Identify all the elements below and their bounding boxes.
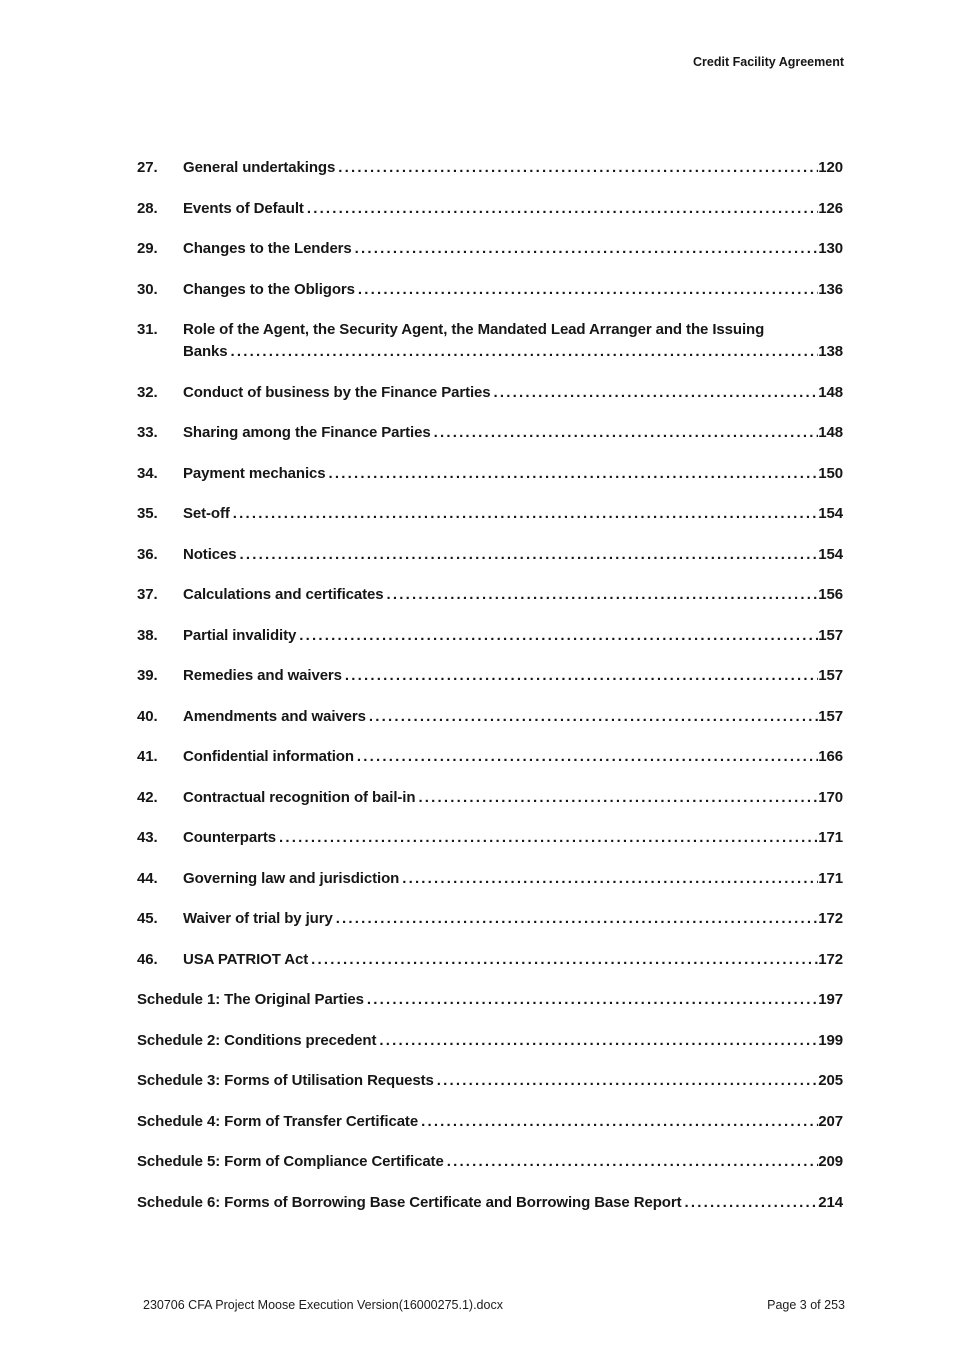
- toc-entry-page-number: 156: [818, 586, 843, 603]
- footer-filename: 230706 CFA Project Moose Execution Version(16000275.1).docx: [143, 1298, 503, 1312]
- header-title: Credit Facility Agreement: [693, 55, 844, 69]
- toc-entry-number: 28.: [137, 199, 158, 217]
- toc-entry-title-line: Role of the Agent, the Security Agent, the Mandated Lead Arranger and the Issuing: [183, 321, 765, 338]
- toc-entry-body: [137, 1192, 843, 1214]
- page-footer: [143, 1297, 845, 1313]
- toc-entry: [137, 238, 843, 260]
- dot-leader: [434, 1070, 818, 1092]
- toc-entry-body: [183, 746, 843, 768]
- toc-entry-body: [183, 157, 843, 179]
- toc-entry-number: 29.: [137, 240, 158, 257]
- toc-entry-number: 31.: [137, 321, 158, 338]
- toc-entry-page-number: 172: [818, 950, 843, 968]
- toc-entry-body: [183, 584, 843, 606]
- toc-entry: [137, 949, 843, 971]
- toc-entry-title: Amendments and waivers: [183, 707, 366, 725]
- toc-entry-number: 46.: [137, 950, 158, 968]
- toc-entry-page-number: 126: [818, 199, 843, 217]
- toc-entry-title: Remedies and waivers: [183, 667, 342, 684]
- toc-entry-body: [183, 949, 843, 971]
- dot-leader: [333, 908, 819, 930]
- toc-entry-body: [183, 544, 843, 566]
- toc-entry: [137, 868, 843, 890]
- toc-entry-body: [183, 827, 843, 849]
- toc-entry-body: [183, 706, 843, 728]
- dot-leader: [342, 665, 818, 687]
- toc-entry: [137, 319, 843, 363]
- dot-leader: [364, 989, 818, 1011]
- dot-leader: [366, 706, 818, 728]
- footer-page-number: Page 3 of 253: [767, 1298, 845, 1312]
- toc-entry-body: [137, 1111, 843, 1133]
- toc-entry-title: Events of Default: [183, 199, 304, 217]
- toc-entry-body: [183, 463, 843, 485]
- dot-leader: [354, 746, 818, 768]
- toc-entry-title: Schedule 5: Form of Compliance Certificate: [137, 1153, 444, 1170]
- dot-leader: [326, 463, 819, 485]
- toc-entry-title: USA PATRIOT Act: [183, 950, 309, 968]
- toc-entry-title: Schedule 3: Forms of Utilisation Requests: [137, 1072, 434, 1089]
- toc-entry-body: [183, 319, 843, 363]
- dot-leader: [228, 341, 819, 363]
- toc-entry-body: [183, 279, 843, 301]
- dot-leader: [237, 544, 819, 566]
- toc-entry-body: [183, 625, 843, 647]
- toc-entry-body: [183, 787, 843, 809]
- toc-entry: [137, 503, 843, 525]
- toc-entry-body: [183, 238, 843, 260]
- toc-entry-title: Schedule 4: Form of Transfer Certificate: [137, 1112, 419, 1130]
- toc-entry-number: 40.: [137, 707, 158, 725]
- dot-leader: [431, 422, 819, 444]
- toc-entry-title: Waiver of trial by jury: [183, 910, 333, 927]
- table-of-contents: [137, 157, 843, 1232]
- toc-entry: [137, 157, 843, 179]
- toc-entry: [137, 827, 843, 849]
- toc-entry-page-number: 120: [818, 159, 843, 176]
- toc-entry-title: Notices: [183, 545, 237, 563]
- toc-entry: [137, 706, 843, 728]
- toc-entry-body: [183, 198, 843, 220]
- toc-entry: [137, 746, 843, 768]
- toc-entry-title: Changes to the Lenders: [183, 240, 352, 257]
- toc-entry-title: Schedule 2: Conditions precedent: [137, 1031, 377, 1049]
- toc-entry-number: 44.: [137, 869, 158, 887]
- toc-entry-page-number: 172: [818, 910, 843, 927]
- dot-leader: [308, 949, 818, 971]
- toc-entry-number: 42.: [137, 788, 158, 806]
- toc-entry-body: [183, 422, 843, 444]
- toc-entry-number: 33.: [137, 424, 158, 441]
- toc-entry: [137, 463, 843, 485]
- toc-entry-number: 32.: [137, 383, 158, 401]
- toc-entry: [137, 584, 843, 606]
- toc-entry-page-number: 205: [818, 1072, 843, 1089]
- toc-entry-title: Confidential information: [183, 748, 354, 765]
- toc-entry-number: 30.: [137, 280, 158, 298]
- toc-entry: [137, 382, 843, 404]
- dot-leader: [304, 198, 818, 220]
- dot-leader: [230, 503, 818, 525]
- toc-entry-title: Partial invalidity: [183, 626, 297, 644]
- toc-entry: [137, 198, 843, 220]
- toc-entry-body: [183, 868, 843, 890]
- toc-schedule-entry: [137, 1070, 843, 1092]
- toc-entry-page-number: 166: [818, 748, 843, 765]
- dot-leader: [296, 625, 818, 647]
- dot-leader: [681, 1192, 818, 1214]
- toc-entry-body: [137, 1030, 843, 1052]
- toc-entry-number: 41.: [137, 748, 158, 765]
- toc-entry-number: 37.: [137, 586, 158, 603]
- toc-entry-title: Schedule 1: The Original Parties: [137, 991, 364, 1008]
- toc-entry-body: [137, 1151, 843, 1173]
- toc-entry: [137, 908, 843, 930]
- toc-entry-title: Calculations and certificates: [183, 586, 384, 603]
- toc-schedule-entry: [137, 989, 843, 1011]
- toc-entry-title: Governing law and jurisdiction: [183, 869, 400, 887]
- dot-leader: [384, 584, 819, 606]
- toc-entry-body: [137, 1070, 843, 1092]
- toc-schedule-entry: [137, 1111, 843, 1133]
- toc-entry-number: 35.: [137, 505, 158, 522]
- toc-entry-title: Conduct of business by the Finance Parties: [183, 383, 491, 401]
- toc-entry-body: [183, 665, 843, 687]
- toc-entry-page-number: 154: [818, 505, 843, 522]
- toc-entry-page-number: 207: [818, 1112, 843, 1130]
- toc-entry-title: Banks: [183, 343, 228, 360]
- dot-leader: [415, 787, 818, 809]
- toc-entry: [137, 787, 843, 809]
- toc-entry-page-number: 214: [818, 1193, 843, 1211]
- toc-entry-title: General undertakings: [183, 159, 336, 176]
- toc-entry-page-number: 171: [818, 869, 843, 887]
- toc-entry: [137, 544, 843, 566]
- toc-entry-page-number: 170: [818, 788, 843, 806]
- toc-entry-body: [183, 503, 843, 525]
- toc-entry-page-number: 148: [818, 424, 843, 441]
- toc-entry: [137, 279, 843, 301]
- toc-entry: [137, 625, 843, 647]
- toc-entry-page-number: 154: [818, 545, 843, 563]
- toc-entry-title: Sharing among the Finance Parties: [183, 424, 431, 441]
- toc-entry-page-number: 157: [818, 667, 843, 684]
- toc-entry-page-number: 199: [818, 1031, 843, 1049]
- dot-leader: [376, 1030, 818, 1052]
- toc-entry-page-number: 148: [818, 383, 843, 401]
- toc-entry-number: 38.: [137, 626, 158, 644]
- toc-entry-title: Schedule 6: Forms of Borrowing Base Certificate and Borrowing Base Report: [137, 1193, 682, 1211]
- toc-entry-title: Counterparts: [183, 829, 276, 846]
- toc-schedule-entry: [137, 1151, 843, 1173]
- toc-entry-page-number: 130: [818, 240, 843, 257]
- toc-entry-number: 34.: [137, 464, 158, 482]
- toc-entry-number: 39.: [137, 667, 158, 684]
- toc-entry-number: 36.: [137, 545, 158, 563]
- toc-entry-page-number: 150: [818, 464, 843, 482]
- dot-leader: [399, 868, 818, 890]
- dot-leader: [335, 157, 818, 179]
- toc-schedule-entry: [137, 1192, 843, 1214]
- dot-leader: [418, 1111, 818, 1133]
- toc-entry-number: 45.: [137, 910, 158, 927]
- toc-schedule-entry: [137, 1030, 843, 1052]
- page-header: [137, 54, 844, 70]
- toc-entry-title: Set-off: [183, 505, 230, 522]
- toc-entry: [137, 422, 843, 444]
- toc-entry-page-number: 138: [818, 343, 843, 360]
- toc-entry-title: Contractual recognition of bail-in: [183, 788, 416, 806]
- toc-entry: [137, 665, 843, 687]
- toc-entry-title: Payment mechanics: [183, 464, 326, 482]
- toc-entry-page-number: 171: [818, 829, 843, 846]
- dot-leader: [491, 382, 819, 404]
- toc-entry-body: [137, 989, 843, 1011]
- toc-entry-page-number: 209: [818, 1153, 843, 1170]
- dot-leader: [352, 238, 819, 260]
- toc-entry-page-number: 157: [818, 707, 843, 725]
- dot-leader: [444, 1151, 819, 1173]
- toc-entry-body: [183, 382, 843, 404]
- toc-entry-page-number: 197: [818, 991, 843, 1008]
- dot-leader: [276, 827, 818, 849]
- toc-entry-body: [183, 908, 843, 930]
- toc-entry-title: Changes to the Obligors: [183, 280, 355, 298]
- toc-entry-page-number: 157: [818, 626, 843, 644]
- toc-entry-number: 43.: [137, 829, 158, 846]
- dot-leader: [355, 279, 818, 301]
- toc-entry-page-number: 136: [818, 280, 843, 298]
- toc-entry-number: 27.: [137, 159, 158, 176]
